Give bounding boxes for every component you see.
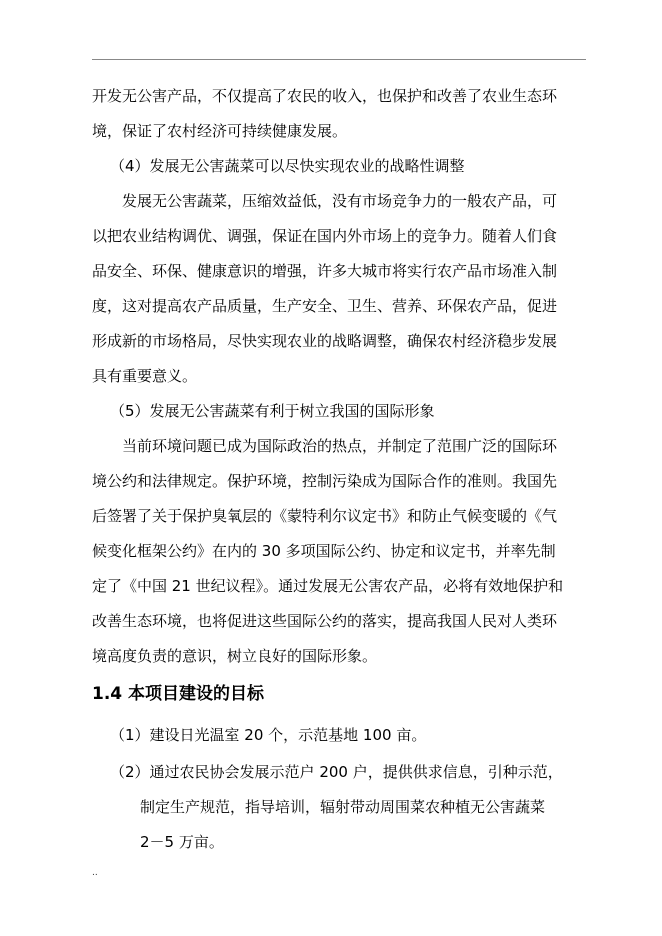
subheading-4: （4）发展无公害蔬菜可以尽快实现农业的战略性调整 [110,157,465,175]
body-line: 以把农业结构调优、调强，保证在国内外市场上的竞争力。随着人们食 [92,227,558,245]
goal-item-1: （1）建设日光温室 20 个，示范基地 100 亩。 [110,726,427,744]
body-line: 境公约和法律规定。保护环境，控制污染成为国际合作的准则。我国先 [92,472,558,490]
body-line: 具有重要意义。 [92,367,198,385]
footer-mark: .. [92,868,98,878]
body-line: 开发无公害产品，不仅提高了农民的收入，也保护和改善了农业生态环 [92,87,558,105]
section-heading: 1.4 本项目建设的目标 [92,684,265,704]
body-line: 候变化框架公约》在内的 30 多项国际公约、协定和议定书，并率先制 [92,542,556,560]
subheading-5: （5）发展无公害蔬菜有利于树立我国的国际形象 [110,402,435,420]
body-line: 形成新的市场格局，尽快实现农业的战略调整，确保农村经济稳步发展 [92,332,558,350]
body-line: 品安全、环保、健康意识的增强，许多大城市将实行农产品市场准入制 [92,262,558,280]
body-line: 改善生态环境，也将促进这些国际公约的落实，提高我国人民对人类环 [92,612,558,630]
header-rule [92,59,586,60]
goal-item-2-cont: 制定生产规范，指导培训，辐射带动周围菜农种植无公害蔬菜 [140,798,546,816]
goal-item-2-cont: 2－5 万亩。 [140,833,224,851]
body-line: 后签署了关于保护臭氧层的《蒙特利尔议定书》和防止气候变暖的《气 [92,507,558,525]
body-line: 度，这对提高农产品质量，生产安全、卫生、营养、环保农产品，促进 [92,297,558,315]
body-line: 发展无公害蔬菜，压缩效益低，没有市场竞争力的一般农产品，可 [122,192,558,210]
body-line: 境高度负责的意识，树立良好的国际形象。 [92,647,378,665]
body-line: 定了《中国 21 世纪议程》。通过发展无公害农产品，必将有效地保护和 [92,577,564,595]
body-line: 境，保证了农村经济可持续健康发展。 [92,122,348,140]
body-line: 当前环境问题已成为国际政治的热点，并制定了范围广泛的国际环 [122,437,558,455]
goal-item-2: （2）通过农民协会发展示范户 200 户，提供供求信息，引种示范， [110,763,563,781]
